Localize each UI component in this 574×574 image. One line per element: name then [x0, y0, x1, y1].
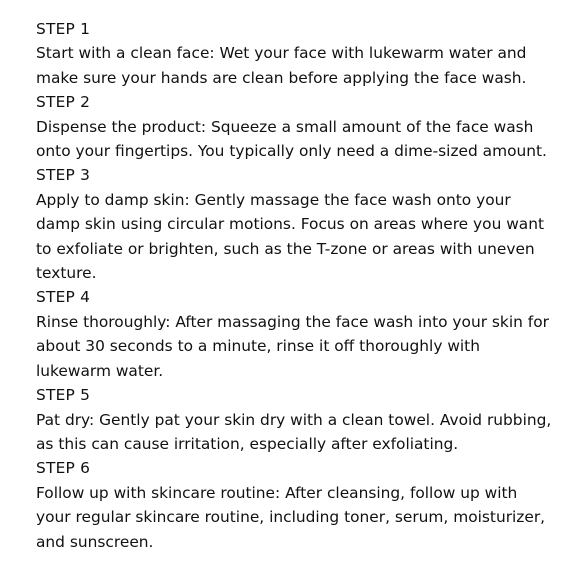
step-3-text: Apply to damp skin: Gently massage the face wash onto your damp skin using circular motions. Focus on areas where you want to exfoliate or brighten, such as the T-zone or areas with uneven texture.: [36, 190, 545, 283]
step-1: [36, 17, 554, 90]
step-4: [36, 285, 554, 383]
step-1-text: Start with a clean face: Wet your face with lukewarm water and make sure your hands are clean before applying the face wash.: [36, 44, 527, 87]
step-5-title: STEP 5: [36, 386, 91, 405]
step-2: [36, 90, 554, 163]
step-1-title: STEP 1: [36, 20, 91, 38]
step-6-text: Follow up with skincare routine: After cleansing, follow up with your regular skincare routine, including toner, serum, moisturizer, and sunscreen.: [36, 483, 546, 551]
step-4-title: STEP 4: [36, 288, 91, 307]
step-3-title: STEP 3: [36, 166, 91, 185]
step-5-text: Pat dry: Gently pat your skin dry with a clean towel. Avoid rubbing, as this can cause irritation, especially after exfoliating.: [36, 410, 552, 453]
step-2-text: Dispense the product: Squeeze a small amount of the face wash onto your fingertips. You typically only need a dime-sized amount.: [36, 117, 547, 161]
step-6-title: STEP 6: [36, 459, 91, 478]
step-2-title: STEP 2: [36, 93, 91, 112]
step-5: [36, 383, 554, 456]
step-6: [36, 456, 554, 554]
step-4-text: Rinse thoroughly: After massaging the face wash into your skin for about 30 seconds to a minute, rinse it off thoroughly with lukewarm water.: [36, 312, 549, 380]
step-3: [36, 163, 554, 285]
